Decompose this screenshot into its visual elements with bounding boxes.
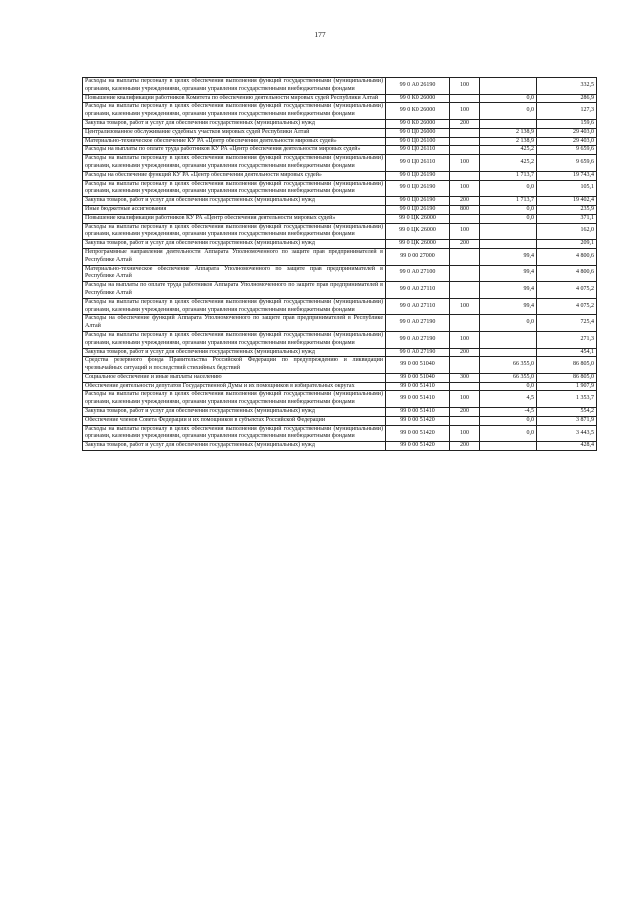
expense-description-cell: Материально-техническое обеспечение КУ РА «Центр обеспечения деятельности мировых судей» [83, 137, 386, 146]
table-row [83, 103, 597, 120]
budget-code-cell: 99 0 00 51420 [386, 425, 450, 442]
amount-change-cell: 99,4 [480, 282, 537, 299]
amount-change-cell: 425,2 [480, 146, 537, 155]
expense-description-cell: Средства резервного фонда Правительства Российской Федерации по предупреждению и ликвидации чрезвычайных ситуаций и последствий стихийных бедствий [83, 357, 386, 374]
expense-type-cell: 200 [450, 197, 480, 206]
expense-description-cell: Расходы на выплаты персоналу в целях обеспечения выполнения функций государственными (муниципальными) органами, казенными учреждениями, органами управления государственными внебюджетными фондами [83, 180, 386, 197]
amount-total-cell: 1 353,7 [537, 391, 597, 408]
table-row [83, 265, 597, 282]
amount-total-cell: 454,1 [537, 348, 597, 357]
expense-type-cell: 100 [450, 425, 480, 442]
amount-change-cell: -4,5 [480, 408, 537, 417]
table-row [83, 94, 597, 103]
amount-total-cell: 4 800,6 [537, 248, 597, 265]
expense-description-cell: Закупка товаров, работ и услуг для обеспечения государственных (муниципальных) нужд [83, 348, 386, 357]
amount-total-cell: 332,5 [537, 78, 597, 95]
amount-change-cell: 425,2 [480, 155, 537, 172]
table-row [83, 137, 597, 146]
budget-code-cell: 99 0 00 27000 [386, 248, 450, 265]
expense-type-cell: 100 [450, 331, 480, 348]
expense-description-cell: Иные бюджетные ассигнования [83, 205, 386, 214]
expense-description-cell: Закупка товаров, работ и услуг для обеспечения государственных (муниципальных) нужд [83, 442, 386, 451]
table-row [83, 78, 597, 95]
budget-code-cell: 99 0 00 51420 [386, 416, 450, 425]
amount-total-cell: 4 800,6 [537, 265, 597, 282]
table-row [83, 223, 597, 240]
expense-type-cell [450, 282, 480, 299]
table-row [83, 155, 597, 172]
table-row [83, 315, 597, 332]
expense-type-cell [450, 315, 480, 332]
expense-type-cell: 100 [450, 103, 480, 120]
table-row [83, 298, 597, 315]
budget-code-cell: 99 0 00 51420 [386, 442, 450, 451]
amount-change-cell [480, 348, 537, 357]
expense-description-cell: Расходы на выплаты персоналу в целях обеспечения выполнения функций государственными (муниципальными) органами, казенными учреждениями, органами управления государственными внебюджетными фондами [83, 78, 386, 95]
amount-change-cell: 0,0 [480, 315, 537, 332]
budget-code-cell: 99 0 К0 26000 [386, 94, 450, 103]
expense-description-cell: Материально-техническое обеспечение Аппарата Уполномоченного по защите прав предпринимателей в Республике Алтай [83, 265, 386, 282]
expense-description-cell: Расходы на выплаты персоналу в целях обеспечения выполнения функций государственными (муниципальными) органами, казенными учреждениями, органами управления государственными внебюджетными фондами [83, 391, 386, 408]
expense-description-cell: Расходы на выплаты персоналу в целях обеспечения выполнения функций государственными (муниципальными) органами, казенными учреждениями, органами управления государственными внебюджетными фондами [83, 425, 386, 442]
expense-description-cell: Расходы на выплаты персоналу в целях обеспечения выполнения функций государственными (муниципальными) органами, казенными учреждениями, органами управления государственными внебюджетными фондами [83, 298, 386, 315]
budget-code-cell: 99 0 Ц0 26190 [386, 205, 450, 214]
expense-type-cell: 800 [450, 205, 480, 214]
expense-description-cell: Расходы на выплаты персоналу в целях обеспечения выполнения функций государственными (муниципальными) органами, казенными учреждениями, органами управления государственными внебюджетными фондами [83, 331, 386, 348]
expense-type-cell: 100 [450, 155, 480, 172]
budget-code-cell: 99 0 00 51410 [386, 382, 450, 391]
expense-description-cell: Закупка товаров, работ и услуг для обеспечения государственных (муниципальных) нужд [83, 408, 386, 417]
amount-total-cell: 3 871,9 [537, 416, 597, 425]
amount-change-cell: 0,0 [480, 94, 537, 103]
amount-change-cell: 1 713,7 [480, 171, 537, 180]
expense-type-cell: 100 [450, 180, 480, 197]
expense-type-cell: 200 [450, 119, 480, 128]
amount-total-cell: 86 805,0 [537, 357, 597, 374]
amount-total-cell: 86 805,0 [537, 373, 597, 382]
expense-description-cell: Закупка товаров, работ и услуг для обеспечения государственных (муниципальных) нужд [83, 119, 386, 128]
expense-description-cell: Закупка товаров, работ и услуг для обеспечения государственных (муниципальных) нужд [83, 240, 386, 249]
budget-code-cell: 99 0 00 51410 [386, 408, 450, 417]
amount-change-cell: 66 355,0 [480, 373, 537, 382]
budget-code-cell: 99 0 Ц0 26190 [386, 180, 450, 197]
expense-description-cell: Расходы на обеспечение функций Аппарата Уполномоченного по защите прав предпринимателей в Республике Алтай [83, 315, 386, 332]
budget-code-cell: 99 0 ЦК 26000 [386, 223, 450, 240]
budget-code-cell: 99 0 К0 26000 [386, 103, 450, 120]
amount-change-cell: 0,0 [480, 416, 537, 425]
expense-type-cell [450, 128, 480, 137]
table-row [83, 128, 597, 137]
amount-total-cell: 371,1 [537, 214, 597, 223]
expense-type-cell [450, 357, 480, 374]
expense-type-cell [450, 416, 480, 425]
amount-total-cell: 9 659,6 [537, 155, 597, 172]
table-row [83, 205, 597, 214]
amount-change-cell [480, 119, 537, 128]
budget-code-cell: 99 0 А0 27100 [386, 265, 450, 282]
amount-change-cell: 99,4 [480, 265, 537, 282]
table-row [83, 416, 597, 425]
table-row [83, 331, 597, 348]
amount-total-cell: 19 743,4 [537, 171, 597, 180]
budget-code-cell: 99 0 А0 27110 [386, 282, 450, 299]
amount-total-cell: 235,9 [537, 205, 597, 214]
expense-description-cell: Централизованное обслуживание судебных участков мировых судей Республики Алтай [83, 128, 386, 137]
expense-description-cell: Обеспечение деятельности депутатов Государственной Думы и их помощников в избирательных округах [83, 382, 386, 391]
amount-total-cell: 4 075,2 [537, 282, 597, 299]
amount-change-cell: 0,0 [480, 425, 537, 442]
amount-change-cell: 2 138,9 [480, 137, 537, 146]
budget-code-cell: 99 0 А0 27110 [386, 298, 450, 315]
expense-type-cell: 200 [450, 408, 480, 417]
expense-type-cell: 100 [450, 223, 480, 240]
budget-code-cell: 99 0 А0 27190 [386, 315, 450, 332]
table-row [83, 282, 597, 299]
budget-code-cell: 99 0 Ц0 26110 [386, 155, 450, 172]
expense-type-cell [450, 265, 480, 282]
amount-change-cell: 0,0 [480, 382, 537, 391]
expense-type-cell: 300 [450, 373, 480, 382]
table-row [83, 348, 597, 357]
amount-total-cell: 4 075,2 [537, 298, 597, 315]
expense-type-cell: 200 [450, 348, 480, 357]
amount-change-cell: 0,0 [480, 180, 537, 197]
amount-total-cell: 127,3 [537, 103, 597, 120]
expense-type-cell [450, 248, 480, 265]
budget-code-cell: 99 0 Ц0 26110 [386, 146, 450, 155]
expense-type-cell [450, 382, 480, 391]
amount-total-cell: 286,9 [537, 94, 597, 103]
amount-total-cell: 554,2 [537, 408, 597, 417]
amount-change-cell: 99,4 [480, 248, 537, 265]
budget-code-cell: 99 0 00 51410 [386, 391, 450, 408]
table-row [83, 214, 597, 223]
table-row [83, 146, 597, 155]
expense-description-cell: Расходы на выплаты персоналу в целях обеспечения выполнения функций государственными (муниципальными) органами, казенными учреждениями, органами управления государственными внебюджетными фондами [83, 223, 386, 240]
expense-type-cell [450, 146, 480, 155]
amount-total-cell: 725,4 [537, 315, 597, 332]
amount-total-cell: 271,3 [537, 331, 597, 348]
page-number: 177 [314, 30, 326, 39]
expense-type-cell: 200 [450, 442, 480, 451]
expense-description-cell: Социальное обеспечение и иные выплаты населению [83, 373, 386, 382]
budget-code-cell: 99 0 Ц0 26190 [386, 171, 450, 180]
expense-description-cell: Повышение квалификации работников Комитета по обеспечению деятельности мировых судей Республики Алтай [83, 94, 386, 103]
amount-total-cell: 105,1 [537, 180, 597, 197]
expense-description-cell: Расходы на выплаты персоналу в целях обеспечения выполнения функций государственными (муниципальными) органами, казенными учреждениями, органами управления государственными внебюджетными фондами [83, 103, 386, 120]
budget-table [82, 77, 597, 451]
expense-type-cell [450, 94, 480, 103]
amount-total-cell: 9 659,6 [537, 146, 597, 155]
table-row [83, 382, 597, 391]
expense-description-cell: Расходы на обеспечение функций КУ РА «Центр обеспечения деятельности мировых судей» [83, 171, 386, 180]
table-row [83, 180, 597, 197]
table-row [83, 408, 597, 417]
amount-change-cell: 2 138,9 [480, 128, 537, 137]
expense-description-cell: Обеспечение членов Совета Федерации и их помощников в субъектах Российской Федерации [83, 416, 386, 425]
amount-change-cell [480, 240, 537, 249]
budget-code-cell: 99 0 К0 26000 [386, 119, 450, 128]
expense-type-cell: 100 [450, 391, 480, 408]
budget-code-cell: 99 0 ЦК 26000 [386, 240, 450, 249]
expense-type-cell: 200 [450, 240, 480, 249]
amount-total-cell: 159,6 [537, 119, 597, 128]
budget-code-cell: 99 0 00 51040 [386, 357, 450, 374]
expense-description-cell: Непрограммные направления деятельности Аппарата Уполномоченного по защите прав предпринимателей в Республике Алтай [83, 248, 386, 265]
amount-total-cell: 209,1 [537, 240, 597, 249]
expense-type-cell [450, 137, 480, 146]
expense-description-cell: Расходы на выплаты по оплате труда работников Аппарата Уполномоченного по защите прав предпринимателей в Республике Алтай [83, 282, 386, 299]
table-row [83, 171, 597, 180]
amount-total-cell: 1 907,9 [537, 382, 597, 391]
amount-change-cell [480, 78, 537, 95]
amount-change-cell: 4,5 [480, 391, 537, 408]
table-row [83, 373, 597, 382]
table-row [83, 240, 597, 249]
expense-description-cell: Закупка товаров, работ и услуг для обеспечения государственных (муниципальных) нужд [83, 197, 386, 206]
budget-code-cell: 99 0 А0 26190 [386, 78, 450, 95]
table-row [83, 442, 597, 451]
amount-total-cell: 29 403,0 [537, 128, 597, 137]
amount-change-cell: 1 713,7 [480, 197, 537, 206]
budget-code-cell: 99 0 ЦК 26000 [386, 214, 450, 223]
expense-type-cell [450, 171, 480, 180]
budget-code-cell: 99 0 Ц0 26190 [386, 197, 450, 206]
table-row [83, 197, 597, 206]
budget-code-cell: 99 0 Ц0 26100 [386, 137, 450, 146]
amount-change-cell [480, 331, 537, 348]
table-row [83, 119, 597, 128]
table-row [83, 391, 597, 408]
amount-total-cell: 29 403,0 [537, 137, 597, 146]
amount-change-cell [480, 442, 537, 451]
expense-description-cell: Повышение квалификации работников КУ РА «Центр обеспечения деятельности мировых судей» [83, 214, 386, 223]
budget-code-cell: 99 0 00 51040 [386, 373, 450, 382]
budget-table-body [83, 78, 597, 451]
expense-description-cell: Расходы на выплаты по оплате труда работников КУ РА «Центр обеспечения деятельности мировых судей» [83, 146, 386, 155]
budget-code-cell: 99 0 А0 27190 [386, 348, 450, 357]
amount-change-cell: 99,4 [480, 298, 537, 315]
amount-change-cell: 0,0 [480, 103, 537, 120]
amount-change-cell: 0,0 [480, 214, 537, 223]
table-row [83, 425, 597, 442]
expense-type-cell: 100 [450, 78, 480, 95]
amount-total-cell: 162,0 [537, 223, 597, 240]
expense-description-cell: Расходы на выплаты персоналу в целях обеспечения выполнения функций государственными (муниципальными) органами, казенными учреждениями, органами управления государственными внебюджетными фондами [83, 155, 386, 172]
amount-total-cell: 3 443,5 [537, 425, 597, 442]
amount-change-cell: 66 355,0 [480, 357, 537, 374]
amount-total-cell: 428,4 [537, 442, 597, 451]
budget-code-cell: 99 0 А0 27190 [386, 331, 450, 348]
table-row [83, 357, 597, 374]
amount-change-cell [480, 223, 537, 240]
amount-change-cell: 0,0 [480, 205, 537, 214]
budget-code-cell: 99 0 Ц0 26000 [386, 128, 450, 137]
amount-total-cell: 19 402,4 [537, 197, 597, 206]
expense-type-cell [450, 214, 480, 223]
table-row [83, 248, 597, 265]
expense-type-cell: 100 [450, 298, 480, 315]
